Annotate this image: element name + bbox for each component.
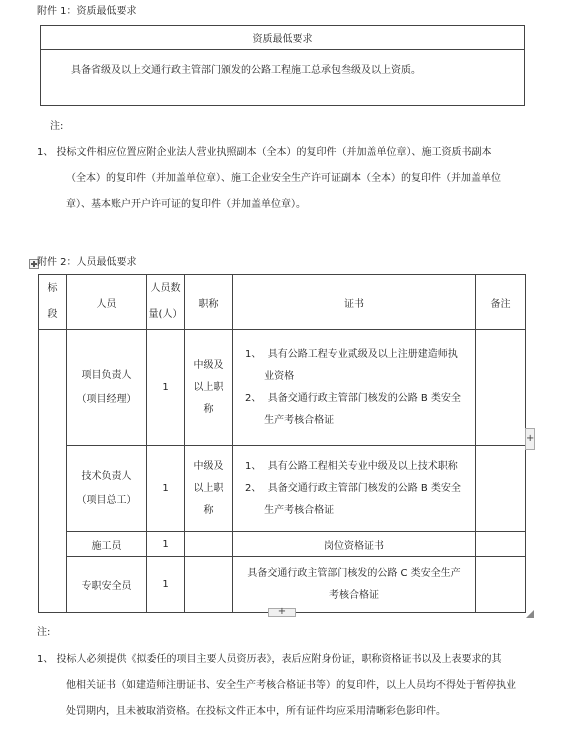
header-cert: 证书: [233, 275, 476, 330]
title-line: 以上职: [193, 381, 224, 393]
header-title: 职称: [185, 275, 233, 330]
table-row: [39, 557, 526, 613]
role-name: 技术负责人: [81, 470, 132, 482]
table-row: [39, 532, 526, 557]
note2-line: 处罚期内，且未被取消资格。在投标文件正本中，所有证件均应采用清晰彩色影印件。: [66, 706, 446, 717]
section-cell: [39, 330, 67, 613]
remarks-cell: [476, 330, 526, 446]
personnel-table: [38, 274, 526, 613]
note1-line: （全本）的复印件（并加盖单位章）、施工企业安全生产许可证副本（全本）的复印件（并加盖单位: [66, 173, 501, 184]
count-cell: 1: [147, 330, 185, 446]
note1-line: 章）、基本账户开户许可证的复印件（并加盖单位章）。: [66, 199, 306, 210]
title-cell: [185, 330, 233, 446]
header-count-line-2: 量(人）: [148, 309, 183, 320]
cert-line: 生产考核合格证: [245, 504, 335, 516]
cert-line: 1、 具有公路工程相关专业中级及以上技术职称: [245, 460, 458, 472]
note2-line: 他相关证书（如建造师注册证书、安全生产考核合格证书等）的复印件，以上人员均不得处于暂停执业: [66, 680, 516, 691]
count-cell: 1: [147, 532, 185, 557]
title-line: 以上职: [193, 482, 224, 494]
role-name: 项目负责人: [81, 369, 132, 381]
add-column-plus-icon: +: [526, 433, 535, 444]
qualification-table: [40, 25, 525, 106]
title-cell: [185, 557, 233, 613]
resize-handle-icon[interactable]: [526, 610, 534, 618]
role-cell: [67, 446, 147, 532]
note2-line: 1、 投标人必须提供《拟委任的项目主要人员资历表》，表后应附身份证，职称资格证书以及上表要求的其: [37, 654, 502, 665]
role-position: （项目经理）: [76, 393, 137, 405]
count-cell: 1: [147, 557, 185, 613]
cert-cell: [233, 446, 476, 532]
header-count: [147, 275, 185, 330]
qualification-table-header: 资质最低要求: [41, 26, 525, 50]
title-line: 中级及: [193, 460, 224, 472]
table-row: [39, 330, 526, 446]
annex2-title: 附件 2：人员最低要求: [37, 257, 137, 268]
remarks-cell: [476, 557, 526, 613]
cert-line: 生产考核合格证: [245, 414, 335, 426]
add-column-handle[interactable]: [525, 428, 535, 450]
cert-cell: [233, 330, 476, 446]
note2-label: 注:: [37, 627, 51, 638]
role-cell: 施工员: [67, 532, 147, 557]
role-cell: [67, 330, 147, 446]
table-row: [39, 446, 526, 532]
role-cell: 专职安全员: [67, 557, 147, 613]
add-row-handle[interactable]: [268, 608, 296, 617]
title-cell: [185, 446, 233, 532]
header-remarks: 备注: [476, 275, 526, 330]
header-personnel: 人员: [67, 275, 147, 330]
qualification-table-content: 具备省级及以上交通行政主管部门颁发的公路工程施工总承包叁级及以上资质。: [41, 50, 525, 106]
note1-line: 1、 投标文件相应位置应附企业法人营业执照副本（全本）的复印件（并加盖单位章）、施工资质书副本: [37, 147, 492, 158]
add-row-plus-icon: +: [277, 606, 287, 617]
cert-line: 2、 具备交通行政主管部门核发的公路 B 类安全: [245, 392, 461, 404]
title-line: 称: [203, 504, 214, 516]
cert-cell: 岗位资格证书: [233, 532, 476, 557]
header-section-line-1: 标: [47, 283, 58, 294]
count-cell: 1: [147, 446, 185, 532]
title-line: 中级及: [193, 359, 224, 371]
header-count-line-1: 人员数: [150, 283, 181, 294]
header-section-line-2: 段: [47, 309, 58, 320]
title-cell: [185, 532, 233, 557]
header-section: [39, 275, 67, 330]
cert-line: 1、 具有公路工程专业贰级及以上注册建造师执: [245, 348, 458, 360]
cert-line: 具备交通行政主管部门核发的公路 C 类安全生产: [247, 567, 461, 579]
remarks-cell: [476, 446, 526, 532]
note1-label: 注:: [50, 121, 64, 132]
cert-line: 2、 具备交通行政主管部门核发的公路 B 类安全: [245, 482, 461, 494]
annex1-title: 附件 1：资质最低要求: [37, 6, 137, 17]
role-position: （项目总工）: [76, 494, 137, 506]
cert-cell: [233, 557, 476, 613]
cert-line: 考核合格证: [329, 589, 379, 601]
title-line: 称: [203, 403, 214, 415]
remarks-cell: [476, 532, 526, 557]
cert-line: 业资格: [245, 370, 295, 382]
